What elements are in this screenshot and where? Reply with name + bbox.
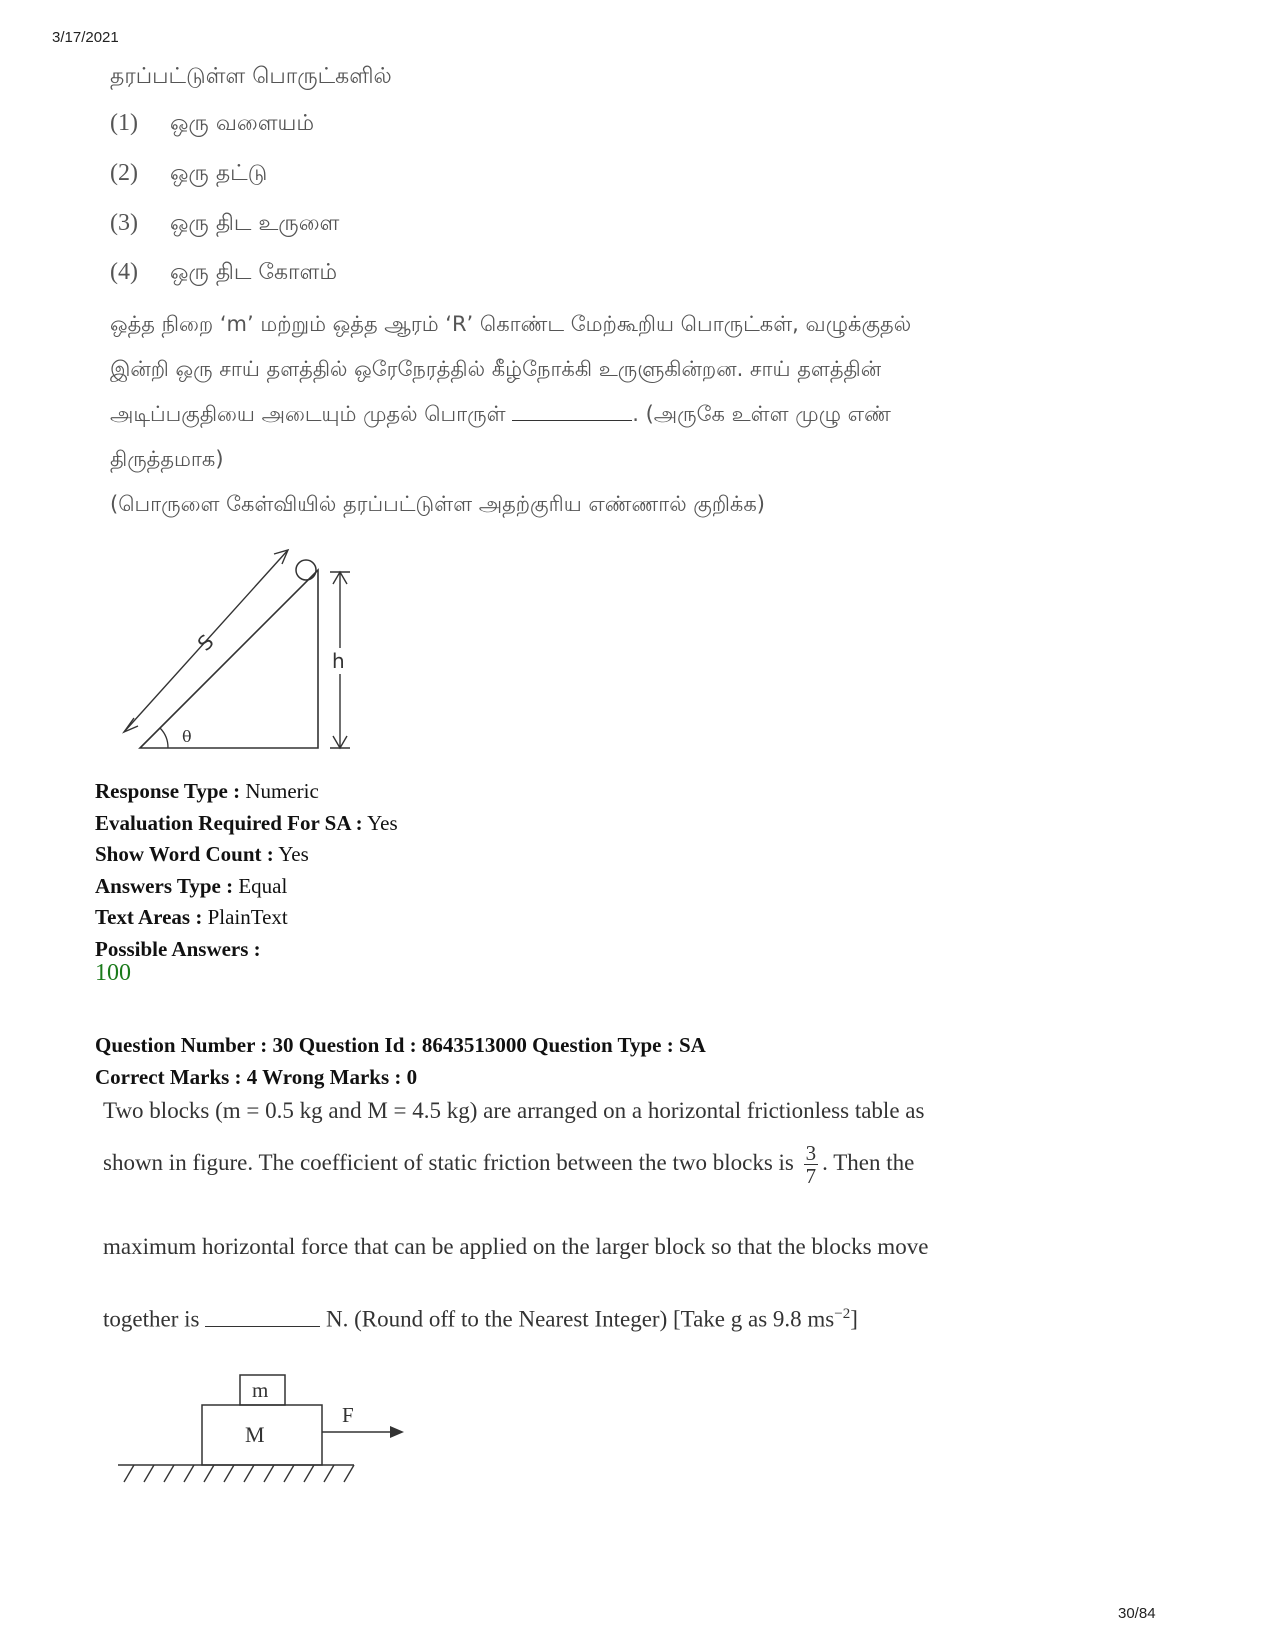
meta-label: Possible Answers : (95, 936, 261, 961)
meta-value: Numeric (245, 779, 319, 803)
meta-value: Equal (238, 873, 288, 898)
meta-label: Show Word Count : (95, 842, 274, 866)
question-marks-line: Correct Marks : 4 Wrong Marks : 0 (95, 1064, 418, 1089)
meta-label: Text Areas : (95, 905, 203, 929)
force-label: F (342, 1403, 354, 1427)
paragraph-text: . (அருகே உள்ள முழு எண் (632, 402, 891, 426)
blocks-figure (110, 1370, 420, 1490)
option-text: ஒரு திட உருளை (170, 211, 340, 236)
meta-value: Yes (278, 842, 309, 866)
option-number: (3) (110, 210, 138, 236)
s-label: S (192, 629, 219, 656)
q30-line-3: maximum horizontal force that can be applied on the larger block so that the blocks move (103, 1234, 929, 1259)
q30-text: together is (103, 1306, 200, 1332)
q30-text: N. (Round off to the Nearest Integer) [Take g as 9.8 ms (325, 1306, 835, 1332)
meta-value: PlainText (207, 905, 288, 929)
meta-value: Yes (367, 810, 398, 835)
answer-blank (512, 402, 632, 421)
option-3 (110, 210, 339, 239)
answer-blank (205, 1308, 320, 1327)
theta-label: θ (182, 727, 192, 746)
fraction-denominator: 7 (805, 1164, 817, 1188)
paragraph-line: ஒத்த நிறை ‘m’ மற்றும் ஒத்த ஆரம் ‘R’ கொண்ட மேற்கூறிய பொருட்கள், வழுக்குதல் (110, 312, 912, 336)
paragraph-line: திருத்தமாக) (110, 447, 224, 471)
option-number: (1) (110, 110, 138, 136)
incline-triangle (140, 570, 318, 748)
exponent: −2 (834, 1306, 851, 1322)
option-2 (110, 160, 267, 189)
friction-fraction (804, 1142, 819, 1187)
question-paragraph (110, 302, 1065, 482)
force-arrow-head (390, 1426, 404, 1438)
h-label: h (332, 649, 345, 673)
question-header (95, 1030, 706, 1093)
small-block-label: m (252, 1378, 269, 1402)
q30-line-2 (103, 1142, 914, 1187)
question-note: (பொருளை கேள்வியில் தரப்பட்டுள்ள அதற்குரிய எண்ணால் குறிக்க) (110, 492, 765, 516)
page-number: 30/84 (1118, 1605, 1156, 1622)
q30-text: . Then the (822, 1149, 915, 1175)
paragraph-line (110, 392, 1065, 437)
q30-line-1: Two blocks (m = 0.5 kg and M = 4.5 kg) are arranged on a horizontal frictionless table as (103, 1098, 925, 1123)
rolling-object-icon (296, 560, 316, 580)
incline-figure (110, 540, 370, 765)
q30-text: ] (850, 1306, 858, 1332)
meta-label: Evaluation Required For SA : (95, 810, 363, 835)
option-text: ஒரு தட்டு (170, 161, 268, 186)
question-metadata (95, 776, 398, 965)
theta-arc (160, 728, 168, 748)
q30-text: shown in figure. The coefficient of static friction between the two blocks is (103, 1149, 794, 1175)
large-block-label: M (245, 1422, 265, 1447)
paragraph-text: அடிப்பகுதியை அடையும் முதல் பொருள் (110, 402, 506, 426)
meta-label: Response Type : (95, 779, 241, 803)
print-date: 3/17/2021 (52, 29, 119, 46)
paragraph-line: இன்றி ஒரு சாய் தளத்தில் ஒரேநேரத்தில் கீழ்நோக்கி உருளுகின்றன. சாய் தளத்தின் (110, 357, 882, 381)
possible-answer: 100 (95, 960, 131, 986)
fraction-numerator: 3 (805, 1141, 817, 1165)
question-intro: தரப்பட்டுள்ள பொருட்களில் (110, 64, 392, 89)
option-text: ஒரு வளையம் (170, 111, 315, 136)
option-number: (4) (110, 259, 138, 285)
question-header-line: Question Number : 30 Question Id : 8643513000 Question Type : SA (95, 1033, 706, 1057)
q30-line-4 (103, 1306, 858, 1333)
option-4 (110, 259, 337, 288)
meta-label: Answers Type : (95, 873, 234, 898)
option-number: (2) (110, 160, 138, 186)
option-text: ஒரு திட கோளம் (170, 260, 338, 285)
option-1 (110, 110, 314, 139)
ground-hatching (124, 1465, 354, 1482)
